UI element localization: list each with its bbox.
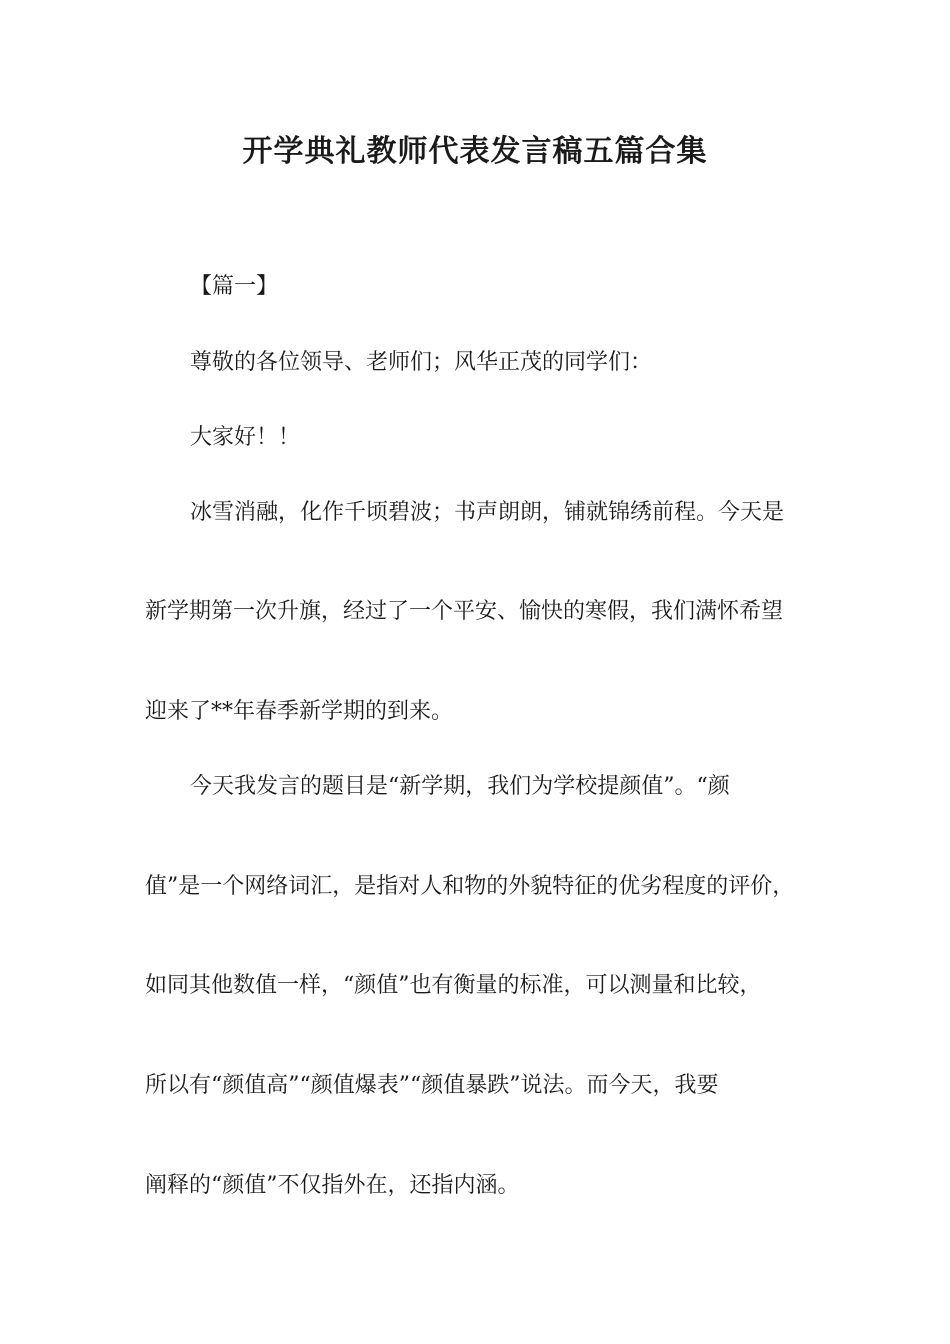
paragraph-line: 如同其他数值一样，“颜值”也有衡量的标准，可以测量和比较， [145,973,762,998]
paragraph-line: 新学期第一次升旗，经过了一个平安、愉快的寒假，我们满怀希望 [145,599,784,624]
paragraph-line: 阐释的“颜值”不仅指外在，还指内涵。 [145,1173,520,1198]
paragraph-line: 迎来了**年春季新学期的到来。 [145,699,454,724]
paragraph-line: 值”是一个网络词汇，是指对人和物的外貌特征的优劣程度的评价， [145,874,795,899]
salutation-line: 尊敬的各位领导、老师们；风华正茂的同学们： [190,350,653,375]
document-title: 开学典礼教师代表发言稿五篇合集 [242,134,708,169]
section-heading: 【篇一】 [190,274,279,299]
paragraph-line: 所以有“颜值高”“颜值爆表”“颜值暴跌”说法。而今天，我要 [145,1073,719,1098]
paragraph-line: 今天我发言的题目是“新学期，我们为学校提颜值”。“颜 [190,774,730,799]
greeting-line: 大家好！！ [190,425,301,450]
paragraph-line: 冰雪消融，化作千顷碧波；书声朗朗，铺就锦绣前程。今天是 [190,500,785,525]
